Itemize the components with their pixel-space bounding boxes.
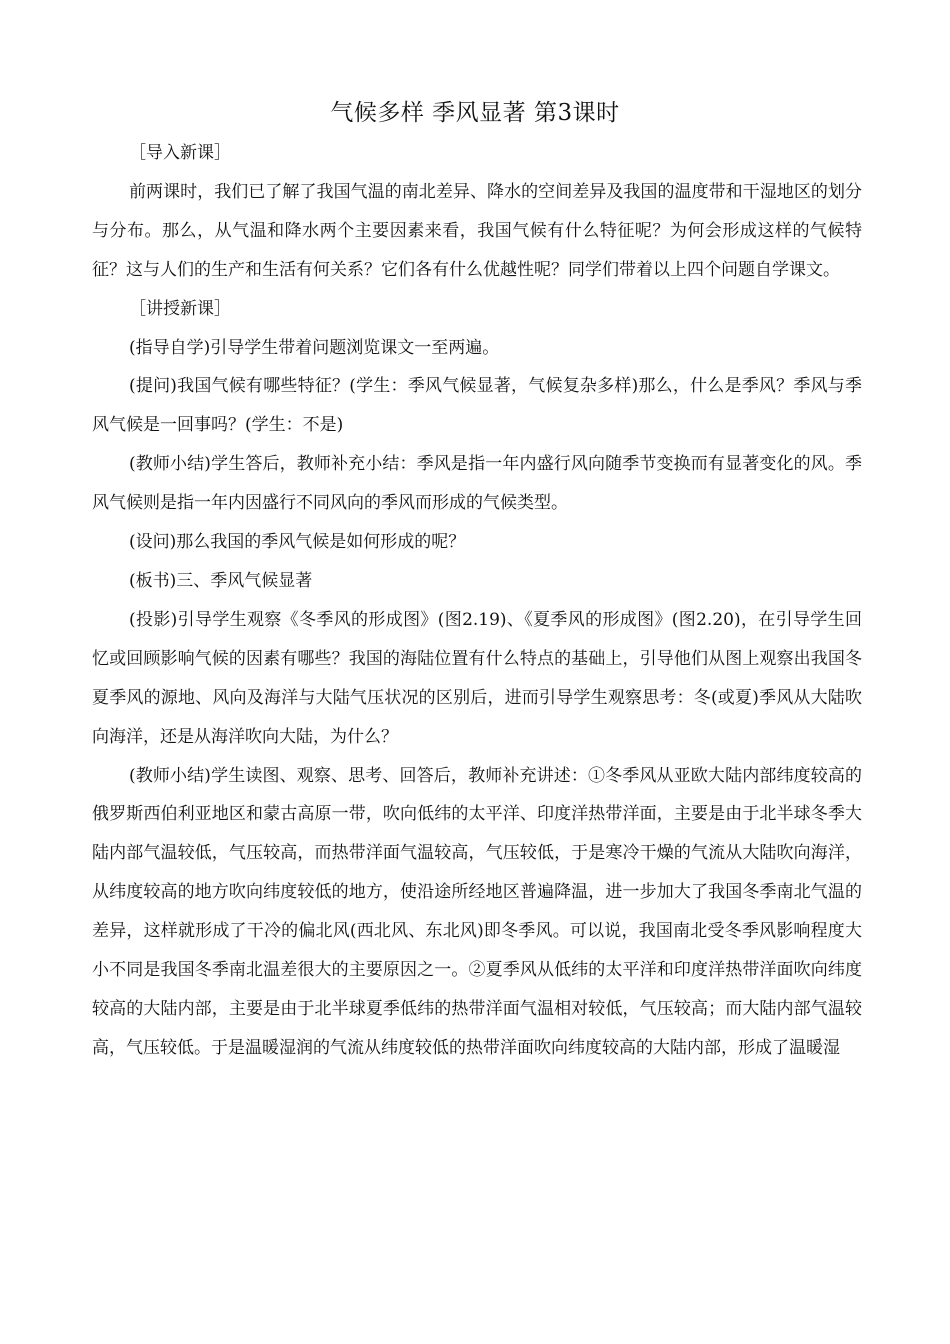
paragraph: (板书)三、季风气候显著 bbox=[129, 570, 313, 591]
paragraph: (设问)那么我国的季风气候是如何形成的呢？ bbox=[129, 532, 466, 553]
document-title: 气候多样 季风显著 第3课时 bbox=[330, 100, 620, 126]
section-heading-intro: ［导入新课］ bbox=[129, 143, 231, 163]
paragraph: (提问)我国气候有哪些特征？(学生：季风气候显著，气候复杂多样)那么，什么是季风？季风与季风气候是一回事吗？(学生：不是) bbox=[92, 376, 862, 436]
document-body bbox=[92, 134, 862, 1068]
section-heading-lecture: ［讲授新课］ bbox=[129, 298, 231, 319]
paragraph: 前两课时，我们已了解了我国气温的南北差异、降水的空间差异及我国的温度带和干湿地区的划分与分布。那么，从气温和降水两个主要因素来看，我国气候有什么特征呢？为何会形成这样的气候特征？这与人们的生产和生活有何关系？它们各有什么优越性呢？同学们带着以上四个问题自学课文。 bbox=[92, 181, 862, 280]
paragraph: (投影)引导学生观察《冬季风的形成图》(图2.19)、《夏季风的形成图》(图2.20)，在引导学生回忆或回顾影响气候的因素有哪些？我国的海陆位置有什么特点的基础上，引导他们从图上观察出我国冬夏季风的源地、风向及海洋与大陆气压状况的区别后，进而引导学生观察思考：冬(或夏)季风从大陆吹向海洋，还是从海洋吹向大陆，为什么？ bbox=[92, 609, 862, 747]
paragraph: (教师小结)学生读图、观察、思考、回答后，教师补充讲述：①冬季风从亚欧大陆内部纬度较高的俄罗斯西伯利亚地区和蒙古高原一带，吹向低纬的太平洋、印度洋热带洋面，主要是由于北半球冬季大陆内部气温较低，气压较高，而热带洋面气温较高，气压较低，于是寒冷干燥的气流从大陆吹向海洋，从纬度较高的地方吹向纬度较低的地方，使沿途所经地区普遍降温，进一步加大了我国冬季南北气温的差异，这样就形成了干冷的偏北风(西北风、东北风)即冬季风。可以说，我国南北受冬季风影响程度大小不同是我国冬季南北温差很大的主要原因之一。②夏季风从低纬的太平洋和印度洋热带洋面吹向纬度较高的大陆内部，主要是由于北半球夏季低纬的热带洋面气温相对较低，气压较高；而大陆内部气温较高，气压较低。于是温暖湿润的气流从纬度较低的热带洋面吹向纬度较高的大陆内部，形成了温暖湿 bbox=[92, 765, 862, 1058]
paragraph: (教师小结)学生答后，教师补充小结：季风是指一年内盛行风向随季节变换而有显著变化的风。季风气候则是指一年内因盛行不同风向的季风而形成的气候类型。 bbox=[92, 454, 862, 514]
paragraph: (指导自学)引导学生带着问题浏览课文一至两遍。 bbox=[129, 337, 500, 358]
